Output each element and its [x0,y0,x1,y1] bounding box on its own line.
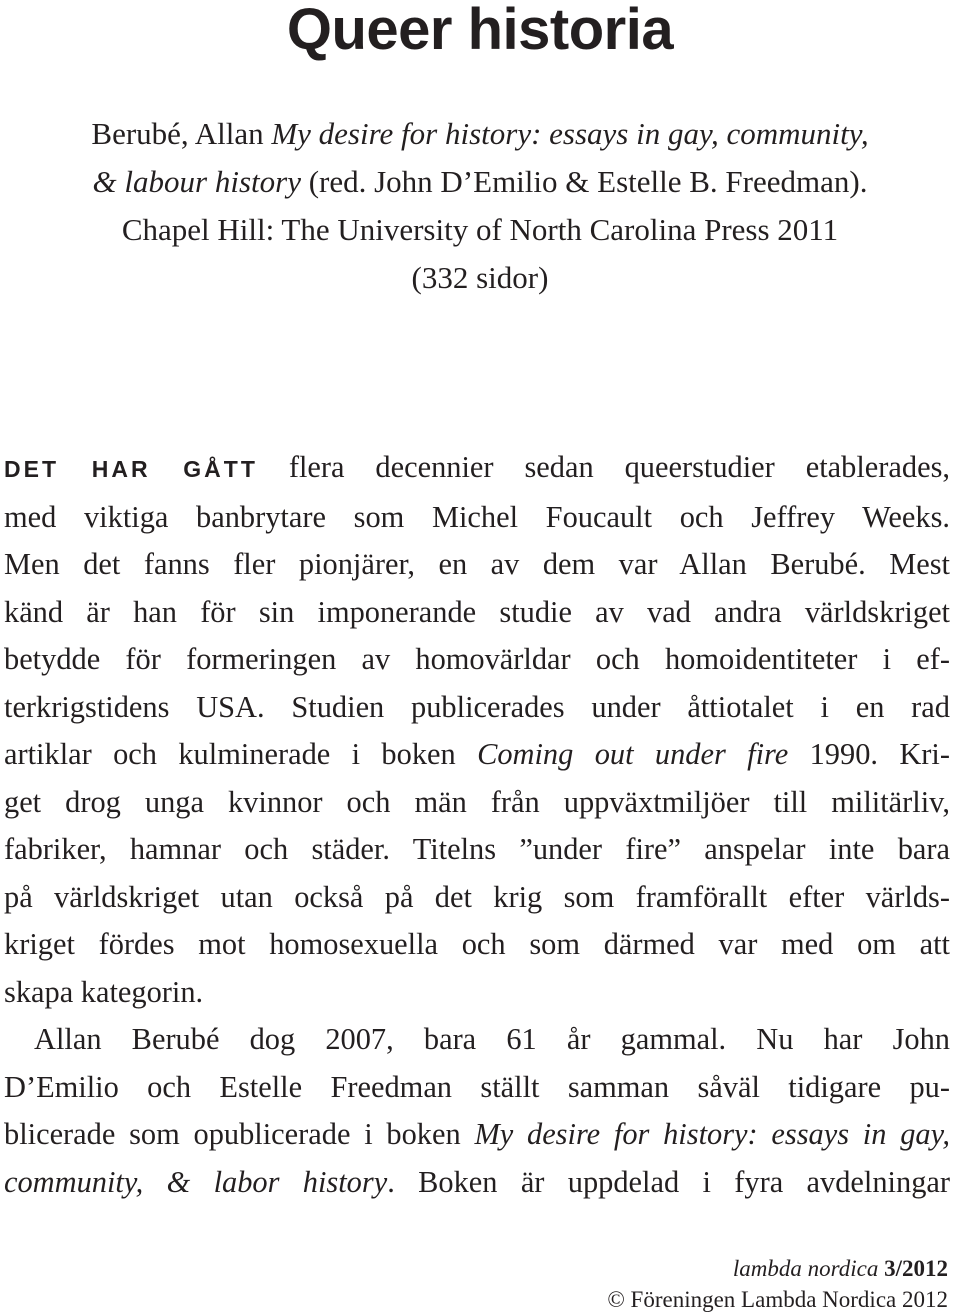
copyright-notice: © Föreningen Lambda Nordica 2012 [607,1287,948,1312]
page-title: Queer historia [286,0,674,62]
biblio-author: Berubé, Allan [91,116,272,151]
biblio-pages: (332 sidor) [411,260,549,295]
issue-number: 3/2012 [884,1256,948,1281]
biblio-line-1 [40,110,920,158]
body-line: med viktiga banbrytare som Michel Foucault och Jeffrey Weeks. [4,499,950,534]
body-line: blicerade som opublicerade i boken My desire for history: essays in gay, [4,1117,950,1151]
body-line: fabriker, hamnar och städer. Titelns ”under fire” anspelar inte bara [4,832,950,866]
body-line: terkrigstidens USA. Studien publicerades under åttiotalet i en rad [4,689,950,724]
article-body [4,444,950,1206]
lead-in-smallcaps: DET HAR GÅTT [4,456,258,482]
page-footer [607,1253,948,1315]
biblio-line-2 [40,158,920,206]
biblio-book-title-cont: & labour history [92,164,301,199]
body-line: get drog unga kvinnor och män från uppväxtmiljöer till militärliv, [4,784,950,819]
book-title-inline: Coming out under fire [477,737,789,771]
body-line: artiklar och kulminerade i boken Coming out under fire 1990. Kri- [4,737,950,771]
book-title-inline: My desire for history: essays in gay, [474,1117,950,1151]
biblio-editors: (red. John D’Emilio & Estelle B. Freedman). [300,164,868,199]
body-line: community, & labor history. Boken är uppdelad i fyra avdelningar [4,1164,950,1199]
body-line: Men det fanns fler pionjärer, en av dem var Allan Berubé. Mest [4,547,950,581]
biblio-publisher: Chapel Hill: The University of North Carolina Press 2011 [121,212,839,247]
book-title-inline: community, & labor history [4,1164,388,1199]
body-line: känd är han för sin imponerande studie av vad andra världskriget [4,594,950,629]
bibliographic-reference [40,110,920,302]
body-line: på världskriget utan också på det krig som framförallt efter världs- [4,879,950,914]
body-line: D’Emilio och Estelle Freedman ställt samman såväl tidigare pu- [4,1069,950,1104]
body-line: skapa kategorin. [4,974,204,1009]
body-line: DET HAR GÅTT flera decennier sedan queerstudier etablerades, [4,450,950,484]
body-line: kriget fördes mot homosexuella och som därmed var med om att [4,927,950,961]
biblio-book-title: My desire for history: essays in gay, community, [271,116,869,151]
body-line: Allan Berubé dog 2007, bara 61 år gammal. Nu har John [34,1022,950,1056]
journal-name: lambda nordica [732,1256,879,1281]
body-line: betydde för formeringen av homovärldar och homoidentiteter i ef- [4,642,950,676]
journal-issue [607,1253,948,1284]
